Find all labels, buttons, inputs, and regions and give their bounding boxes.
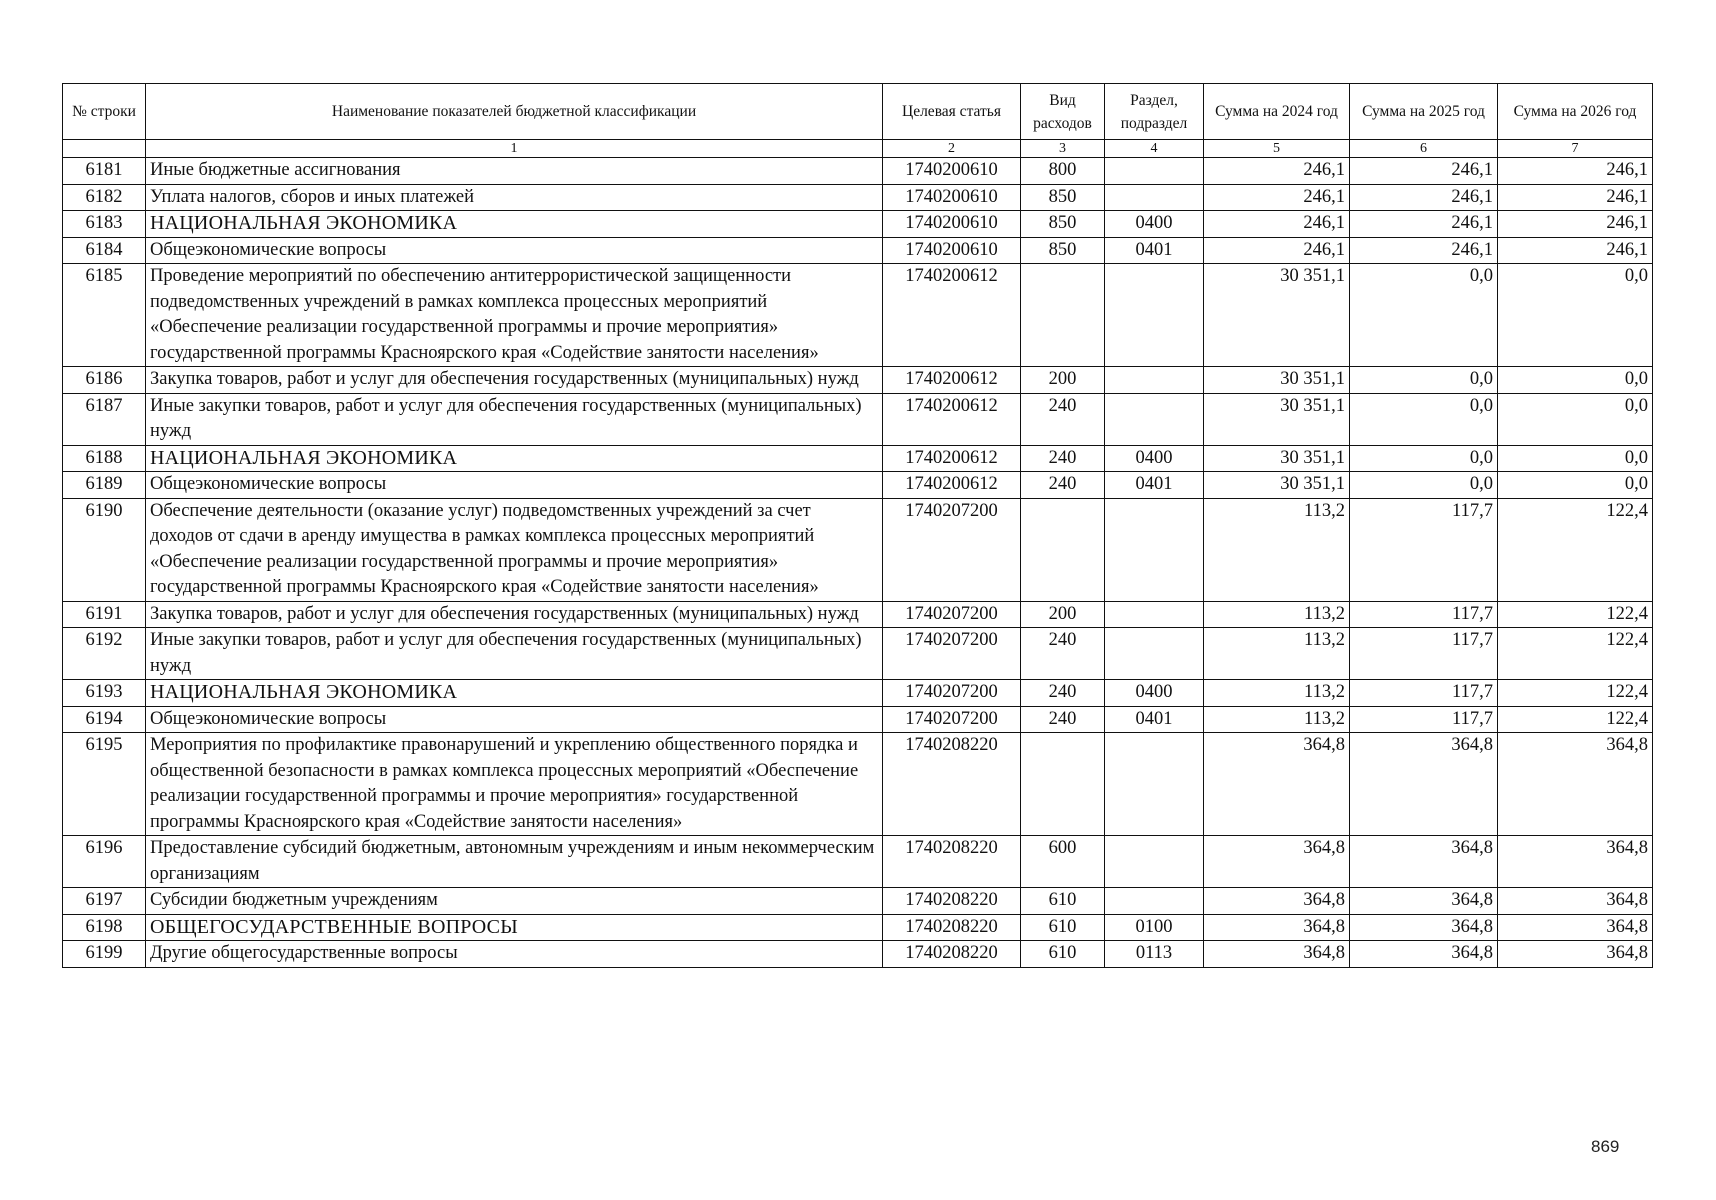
sum-2026-cell: 0,0 <box>1498 264 1653 367</box>
sum-2026-cell: 122,4 <box>1498 628 1653 680</box>
sum-2024-cell: 30 351,1 <box>1204 472 1350 499</box>
sum-2026-cell: 246,1 <box>1498 158 1653 185</box>
table-row <box>63 211 1653 238</box>
section-cell: 0400 <box>1105 680 1204 707</box>
sum-2024-cell: 364,8 <box>1204 914 1350 941</box>
column-number-row <box>63 140 1653 158</box>
sum-2024-cell: 113,2 <box>1204 628 1350 680</box>
expense-type-cell <box>1021 264 1105 367</box>
sum-2024-cell: 30 351,1 <box>1204 264 1350 367</box>
table-row <box>63 680 1653 707</box>
table-row <box>63 264 1653 367</box>
indicator-name-cell: Иные закупки товаров, работ и услуг для обеспечения государственных (муниципальных) нужд <box>146 393 883 445</box>
target-article-cell: 1740200610 <box>883 237 1021 264</box>
expense-type-cell: 240 <box>1021 393 1105 445</box>
sum-2026-cell: 0,0 <box>1498 367 1653 394</box>
table-row <box>63 836 1653 888</box>
column-number: 7 <box>1498 140 1653 158</box>
expense-type-cell: 200 <box>1021 367 1105 394</box>
header-section: Раздел, подраздел <box>1105 84 1204 140</box>
section-cell: 0400 <box>1105 445 1204 472</box>
budget-table <box>62 83 1653 968</box>
section-cell <box>1105 184 1204 211</box>
expense-type-cell: 850 <box>1021 211 1105 238</box>
expense-type-cell: 610 <box>1021 888 1105 915</box>
table-row <box>63 601 1653 628</box>
section-cell: 0401 <box>1105 237 1204 264</box>
header-target-article: Целевая статья <box>883 84 1021 140</box>
sum-2025-cell: 0,0 <box>1350 445 1498 472</box>
target-article-cell: 1740208220 <box>883 941 1021 968</box>
section-cell <box>1105 158 1204 185</box>
target-article-cell: 1740207200 <box>883 706 1021 733</box>
table-row <box>63 733 1653 836</box>
sum-2025-cell: 364,8 <box>1350 836 1498 888</box>
sum-2024-cell: 246,1 <box>1204 184 1350 211</box>
sum-2026-cell: 364,8 <box>1498 836 1653 888</box>
row-number-cell: 6183 <box>63 211 146 238</box>
expense-type-cell: 610 <box>1021 914 1105 941</box>
row-number-cell: 6191 <box>63 601 146 628</box>
column-number: 1 <box>146 140 883 158</box>
target-article-cell: 1740207200 <box>883 601 1021 628</box>
indicator-name-cell: Проведение мероприятий по обеспечению антитеррористической защищенности подведомственных учреждений в рамках комплекса процессных мероприятий «Обеспечение реализации государственной программы и прочие мероприятия» государственной программы Красноярского края «Содействие занятости населения» <box>146 264 883 367</box>
indicator-name-cell: Закупка товаров, работ и услуг для обеспечения государственных (муниципальных) нужд <box>146 601 883 628</box>
row-number-cell: 6181 <box>63 158 146 185</box>
sum-2025-cell: 246,1 <box>1350 158 1498 185</box>
table-row <box>63 445 1653 472</box>
expense-type-cell: 240 <box>1021 706 1105 733</box>
section-cell: 0401 <box>1105 472 1204 499</box>
indicator-name-cell: НАЦИОНАЛЬНАЯ ЭКОНОМИКА <box>146 211 883 238</box>
indicator-name-cell: Общеэкономические вопросы <box>146 472 883 499</box>
sum-2025-cell: 364,8 <box>1350 914 1498 941</box>
target-article-cell: 1740207200 <box>883 498 1021 601</box>
expense-type-cell: 850 <box>1021 184 1105 211</box>
table-row <box>63 628 1653 680</box>
sum-2026-cell: 122,4 <box>1498 706 1653 733</box>
sum-2025-cell: 246,1 <box>1350 211 1498 238</box>
sum-2025-cell: 364,8 <box>1350 888 1498 915</box>
sum-2026-cell: 246,1 <box>1498 184 1653 211</box>
indicator-name-cell: ОБЩЕГОСУДАРСТВЕННЫЕ ВОПРОСЫ <box>146 914 883 941</box>
header-expense-type: Вид расходов <box>1021 84 1105 140</box>
table-row <box>63 237 1653 264</box>
target-article-cell: 1740207200 <box>883 628 1021 680</box>
header-indicator-name: Наименование показателей бюджетной классификации <box>146 84 883 140</box>
sum-2025-cell: 0,0 <box>1350 393 1498 445</box>
column-number: 5 <box>1204 140 1350 158</box>
section-cell <box>1105 498 1204 601</box>
table-row <box>63 706 1653 733</box>
target-article-cell: 1740208220 <box>883 836 1021 888</box>
header-sum-2026: Сумма на 2026 год <box>1498 84 1653 140</box>
sum-2026-cell: 0,0 <box>1498 445 1653 472</box>
section-cell <box>1105 628 1204 680</box>
sum-2026-cell: 122,4 <box>1498 498 1653 601</box>
expense-type-cell: 240 <box>1021 680 1105 707</box>
target-article-cell: 1740207200 <box>883 680 1021 707</box>
expense-type-cell: 200 <box>1021 601 1105 628</box>
target-article-cell: 1740208220 <box>883 914 1021 941</box>
target-article-cell: 1740200612 <box>883 472 1021 499</box>
target-article-cell: 1740200612 <box>883 367 1021 394</box>
table-row <box>63 367 1653 394</box>
sum-2025-cell: 117,7 <box>1350 706 1498 733</box>
header-sum-2025: Сумма на 2025 год <box>1350 84 1498 140</box>
column-number: 6 <box>1350 140 1498 158</box>
sum-2026-cell: 122,4 <box>1498 680 1653 707</box>
sum-2026-cell: 0,0 <box>1498 472 1653 499</box>
section-cell: 0401 <box>1105 706 1204 733</box>
table-row <box>63 158 1653 185</box>
table-row <box>63 888 1653 915</box>
table-body <box>63 158 1653 968</box>
sum-2025-cell: 364,8 <box>1350 941 1498 968</box>
row-number-cell: 6199 <box>63 941 146 968</box>
sum-2026-cell: 246,1 <box>1498 237 1653 264</box>
row-number-cell: 6193 <box>63 680 146 707</box>
indicator-name-cell: Другие общегосударственные вопросы <box>146 941 883 968</box>
table-row <box>63 184 1653 211</box>
sum-2025-cell: 0,0 <box>1350 472 1498 499</box>
target-article-cell: 1740208220 <box>883 733 1021 836</box>
page-number: 869 <box>1591 1137 1620 1156</box>
target-article-cell: 1740200610 <box>883 211 1021 238</box>
sum-2024-cell: 113,2 <box>1204 706 1350 733</box>
target-article-cell: 1740200612 <box>883 393 1021 445</box>
sum-2026-cell: 246,1 <box>1498 211 1653 238</box>
sum-2026-cell: 364,8 <box>1498 733 1653 836</box>
header-row <box>63 84 1653 140</box>
sum-2024-cell: 364,8 <box>1204 836 1350 888</box>
sum-2025-cell: 0,0 <box>1350 264 1498 367</box>
sum-2026-cell: 364,8 <box>1498 888 1653 915</box>
row-number-cell: 6184 <box>63 237 146 264</box>
indicator-name-cell: Предоставление субсидий бюджетным, автономным учреждениям и иным некоммерческим организациям <box>146 836 883 888</box>
target-article-cell: 1740200610 <box>883 158 1021 185</box>
section-cell <box>1105 733 1204 836</box>
row-number-cell: 6196 <box>63 836 146 888</box>
indicator-name-cell: Иные бюджетные ассигнования <box>146 158 883 185</box>
row-number-cell: 6188 <box>63 445 146 472</box>
indicator-name-cell: НАЦИОНАЛЬНАЯ ЭКОНОМИКА <box>146 445 883 472</box>
column-number <box>63 140 146 158</box>
expense-type-cell: 600 <box>1021 836 1105 888</box>
sum-2025-cell: 117,7 <box>1350 498 1498 601</box>
row-number-cell: 6197 <box>63 888 146 915</box>
sum-2024-cell: 113,2 <box>1204 498 1350 601</box>
sum-2025-cell: 246,1 <box>1350 184 1498 211</box>
section-cell <box>1105 367 1204 394</box>
sum-2024-cell: 246,1 <box>1204 211 1350 238</box>
target-article-cell: 1740208220 <box>883 888 1021 915</box>
sum-2024-cell: 30 351,1 <box>1204 445 1350 472</box>
row-number-cell: 6198 <box>63 914 146 941</box>
sum-2024-cell: 30 351,1 <box>1204 367 1350 394</box>
indicator-name-cell: Общеэкономические вопросы <box>146 706 883 733</box>
sum-2024-cell: 364,8 <box>1204 941 1350 968</box>
row-number-cell: 6185 <box>63 264 146 367</box>
expense-type-cell <box>1021 498 1105 601</box>
row-number-cell: 6186 <box>63 367 146 394</box>
sum-2025-cell: 0,0 <box>1350 367 1498 394</box>
section-cell <box>1105 393 1204 445</box>
section-cell <box>1105 264 1204 367</box>
sum-2024-cell: 246,1 <box>1204 158 1350 185</box>
sum-2024-cell: 246,1 <box>1204 237 1350 264</box>
sum-2024-cell: 113,2 <box>1204 601 1350 628</box>
indicator-name-cell: Мероприятия по профилактике правонарушений и укреплению общественного порядка и общественной безопасности в рамках комплекса процессных мероприятий «Обеспечение реализации государственной программы и прочие мероприятия» государственной программы Красноярского края «Содействие занятости населения» <box>146 733 883 836</box>
sum-2024-cell: 364,8 <box>1204 888 1350 915</box>
table-row <box>63 941 1653 968</box>
sum-2025-cell: 117,7 <box>1350 680 1498 707</box>
row-number-cell: 6190 <box>63 498 146 601</box>
sum-2026-cell: 364,8 <box>1498 914 1653 941</box>
row-number-cell: 6192 <box>63 628 146 680</box>
sum-2025-cell: 117,7 <box>1350 628 1498 680</box>
expense-type-cell: 240 <box>1021 628 1105 680</box>
row-number-cell: 6194 <box>63 706 146 733</box>
table-row <box>63 393 1653 445</box>
indicator-name-cell: Уплата налогов, сборов и иных платежей <box>146 184 883 211</box>
indicator-name-cell: Иные закупки товаров, работ и услуг для обеспечения государственных (муниципальных) нужд <box>146 628 883 680</box>
indicator-name-cell: НАЦИОНАЛЬНАЯ ЭКОНОМИКА <box>146 680 883 707</box>
sum-2024-cell: 364,8 <box>1204 733 1350 836</box>
section-cell <box>1105 836 1204 888</box>
target-article-cell: 1740200610 <box>883 184 1021 211</box>
row-number-cell: 6187 <box>63 393 146 445</box>
column-number: 3 <box>1021 140 1105 158</box>
table-row <box>63 914 1653 941</box>
header-row-number: № строки <box>63 84 146 140</box>
section-cell <box>1105 888 1204 915</box>
target-article-cell: 1740200612 <box>883 445 1021 472</box>
expense-type-cell: 800 <box>1021 158 1105 185</box>
expense-type-cell: 610 <box>1021 941 1105 968</box>
table-row <box>63 472 1653 499</box>
indicator-name-cell: Закупка товаров, работ и услуг для обеспечения государственных (муниципальных) нужд <box>146 367 883 394</box>
expense-type-cell: 850 <box>1021 237 1105 264</box>
sum-2025-cell: 246,1 <box>1350 237 1498 264</box>
header-sum-2024: Сумма на 2024 год <box>1204 84 1350 140</box>
section-cell: 0113 <box>1105 941 1204 968</box>
sum-2024-cell: 30 351,1 <box>1204 393 1350 445</box>
sum-2026-cell: 122,4 <box>1498 601 1653 628</box>
table-row <box>63 498 1653 601</box>
section-cell <box>1105 601 1204 628</box>
section-cell: 0100 <box>1105 914 1204 941</box>
expense-type-cell: 240 <box>1021 445 1105 472</box>
sum-2025-cell: 364,8 <box>1350 733 1498 836</box>
section-cell: 0400 <box>1105 211 1204 238</box>
column-number: 2 <box>883 140 1021 158</box>
target-article-cell: 1740200612 <box>883 264 1021 367</box>
sum-2026-cell: 364,8 <box>1498 941 1653 968</box>
expense-type-cell <box>1021 733 1105 836</box>
indicator-name-cell: Общеэкономические вопросы <box>146 237 883 264</box>
row-number-cell: 6182 <box>63 184 146 211</box>
indicator-name-cell: Субсидии бюджетным учреждениям <box>146 888 883 915</box>
sum-2026-cell: 0,0 <box>1498 393 1653 445</box>
sum-2025-cell: 117,7 <box>1350 601 1498 628</box>
sum-2024-cell: 113,2 <box>1204 680 1350 707</box>
column-number: 4 <box>1105 140 1204 158</box>
expense-type-cell: 240 <box>1021 472 1105 499</box>
row-number-cell: 6189 <box>63 472 146 499</box>
row-number-cell: 6195 <box>63 733 146 836</box>
indicator-name-cell: Обеспечение деятельности (оказание услуг) подведомственных учреждений за счет доходов от сдачи в аренду имущества в рамках комплекса процессных мероприятий «Обеспечение реализации государственной программы и прочие мероприятия» государственной программы Красноярского края «Содействие занятости населения» <box>146 498 883 601</box>
